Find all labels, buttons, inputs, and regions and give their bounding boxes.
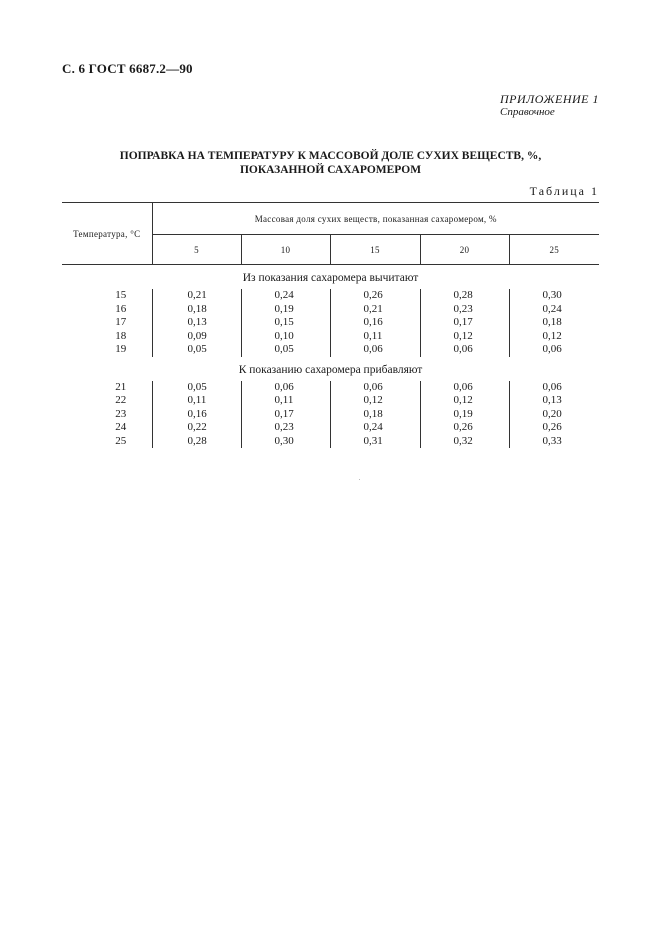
value-cell: 0,21: [330, 303, 420, 317]
value-cell: 0,24: [330, 421, 420, 435]
value-cell: 0,19: [420, 408, 509, 422]
value-cell: 0,12: [509, 330, 599, 344]
value-cell: 0,17: [420, 316, 509, 330]
value-cell: 0,26: [509, 421, 599, 435]
value-cell: 0,12: [330, 394, 420, 408]
table-row: [62, 289, 599, 303]
temperature-cell: 17: [115, 316, 127, 328]
value-cell: 0,11: [241, 394, 330, 408]
value-cell: 0,12: [420, 394, 509, 408]
temperature-cell: 25: [115, 434, 127, 447]
value-cell: 0,05: [152, 343, 241, 357]
value-cell: 0,05: [152, 381, 241, 395]
table-row: [62, 330, 599, 344]
table-row: [62, 421, 599, 435]
value-cell: 0,13: [152, 316, 241, 330]
temperature-cell: 21: [115, 380, 127, 393]
document-title: [62, 149, 599, 177]
temperature-cell: 23: [115, 407, 127, 420]
appendix-block: [500, 93, 599, 119]
document-title-line-1: ПОПРАВКА НА ТЕМПЕРАТУРУ К МАССОВОЙ ДОЛЕ СУХИХ ВЕЩЕСТВ, %,: [119, 150, 542, 162]
column-header: 5: [152, 235, 241, 265]
document-title-line-2: ПОКАЗАННОЙ САХАРОМЕРОМ: [239, 164, 422, 176]
page-header: С. 6 ГОСТ 6687.2—90: [62, 61, 193, 76]
value-cell: 0,06: [241, 381, 330, 395]
value-cell: 0,23: [420, 303, 509, 317]
value-cell: 0,06: [330, 343, 420, 357]
value-cell: 0,11: [152, 394, 241, 408]
value-cell: 0,20: [509, 408, 599, 422]
temperature-cell: 15: [115, 289, 127, 301]
value-cell: 0,26: [330, 289, 420, 303]
value-cell: 0,13: [509, 394, 599, 408]
table-row: [62, 435, 599, 449]
value-cell: 0,18: [330, 408, 420, 422]
appendix-subtitle: Справочное: [500, 106, 555, 118]
table-row: [62, 316, 599, 330]
temperature-cell: 18: [115, 329, 127, 342]
value-cell: 0,16: [330, 316, 420, 330]
appendix-title: ПРИЛОЖЕНИЕ 1: [500, 92, 599, 106]
value-cell: 0,30: [241, 435, 330, 449]
value-cell: 0,24: [241, 289, 330, 303]
value-cell: 0,31: [330, 435, 420, 449]
value-cell: 0,32: [420, 435, 509, 449]
temperature-cell: 24: [115, 421, 127, 433]
table-row: [62, 408, 599, 422]
value-cell: 0,06: [330, 381, 420, 395]
table-row: [62, 394, 599, 408]
value-cell: 0,23: [241, 421, 330, 435]
value-cell: 0,21: [152, 289, 241, 303]
section-row: [62, 357, 599, 381]
value-cell: 0,24: [509, 303, 599, 317]
section-row: [62, 265, 599, 290]
value-cell: 0,05: [241, 343, 330, 357]
value-cell: 0,16: [152, 408, 241, 422]
table-label: Таблица 1: [529, 184, 599, 198]
correction-table: [62, 202, 599, 448]
temperature-cell: 19: [115, 343, 127, 355]
value-cell: 0,28: [420, 289, 509, 303]
scan-speck: [359, 479, 360, 480]
table-row: [62, 381, 599, 395]
value-cell: 0,28: [152, 435, 241, 449]
temperature-header: Температура, °С: [62, 203, 152, 265]
temperature-cell: 22: [115, 394, 127, 406]
value-cell: 0,10: [241, 330, 330, 344]
value-cell: 0,06: [509, 343, 599, 357]
value-cell: 0,06: [420, 343, 509, 357]
column-header: 10: [241, 235, 330, 265]
column-header: 25: [509, 235, 599, 265]
section-label: К показанию сахаромера прибавляют: [238, 363, 423, 376]
value-cell: 0,18: [152, 303, 241, 317]
column-header: 20: [420, 235, 509, 265]
value-cell: 0,30: [509, 289, 599, 303]
value-cell: 0,26: [420, 421, 509, 435]
value-cell: 0,33: [509, 435, 599, 449]
table-row: [62, 303, 599, 317]
mass-fraction-header: Массовая доля сухих веществ, показанная сахаромером, %: [152, 203, 599, 235]
table-body: [62, 265, 599, 449]
value-cell: 0,17: [241, 408, 330, 422]
value-cell: 0,19: [241, 303, 330, 317]
value-cell: 0,18: [509, 316, 599, 330]
value-cell: 0,09: [152, 330, 241, 344]
value-cell: 0,11: [330, 330, 420, 344]
value-cell: 0,22: [152, 421, 241, 435]
value-cell: 0,12: [420, 330, 509, 344]
column-header: 15: [330, 235, 420, 265]
temperature-cell: 16: [115, 302, 127, 315]
section-label: Из показания сахаромера вычитают: [242, 272, 419, 284]
value-cell: 0,06: [509, 381, 599, 395]
value-cell: 0,06: [420, 381, 509, 395]
table-row: [62, 343, 599, 357]
value-cell: 0,15: [241, 316, 330, 330]
